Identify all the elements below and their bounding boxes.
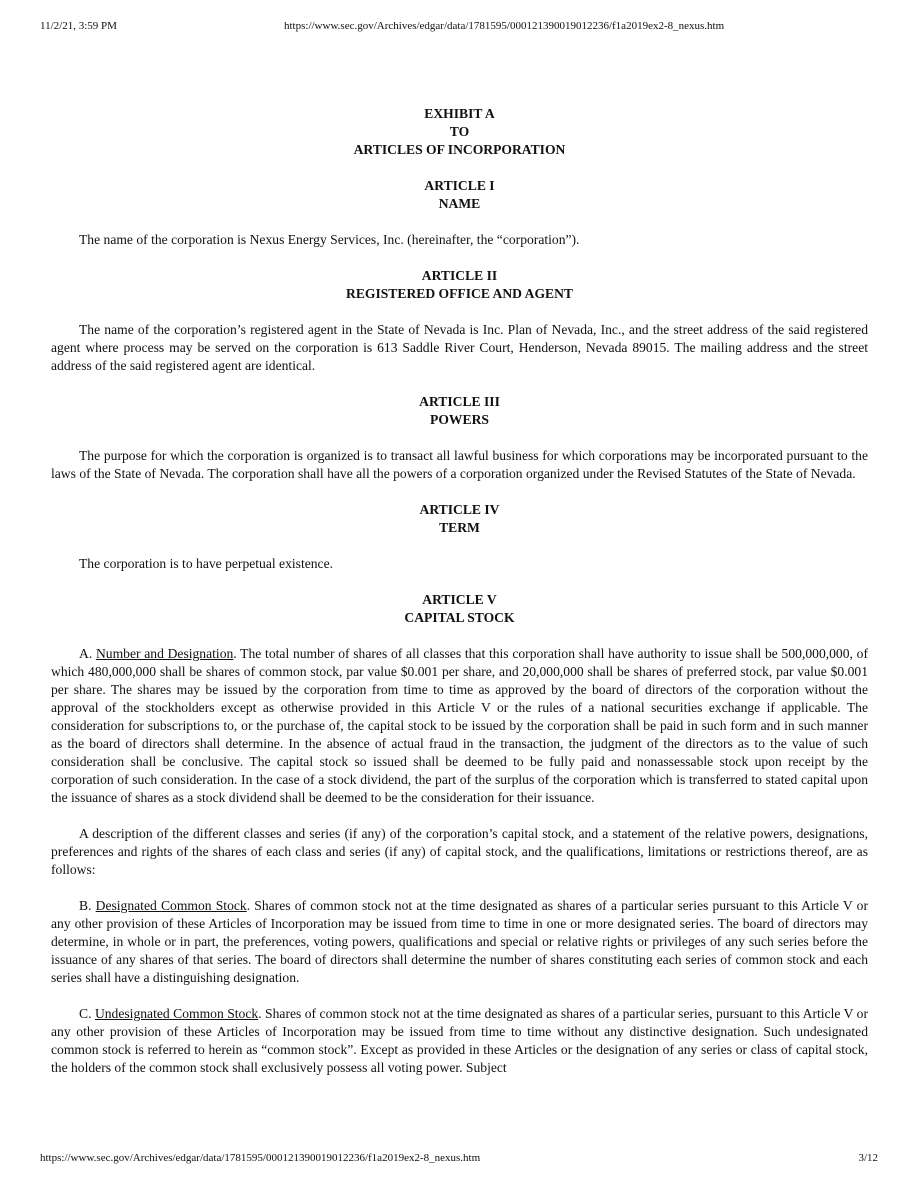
article-3-text: The purpose for which the corporation is organized is to transact all lawful business for which corporations may be incorporated pursuant to the laws of the State of Nevada. The corporation shall have all the powers of a corporation organized under the Revised Statutes of the State of Nevada. [51, 448, 868, 481]
section-b-heading: Designated Common Stock [95, 898, 247, 913]
article-3-number: ARTICLE III [419, 394, 500, 409]
article-4-number: ARTICLE IV [419, 502, 500, 517]
print-header [0, 20, 918, 36]
article-4-heading [51, 501, 868, 537]
document-body [51, 105, 868, 1077]
article-4-title: TERM [439, 520, 480, 535]
article-2-number: ARTICLE II [421, 268, 498, 283]
article-4-text: The corporation is to have perpetual existence. [79, 556, 334, 571]
article-3-title: POWERS [430, 412, 489, 427]
section-c-text: . Shares of common stock not at the time designated as shares of a particular series, pursuant to this Article V or any other provision of these Articles of Incorporation may be issued from time to time without any distinctive designation. Such undesignated common stock is referred to herein as “common stock”. Except as provided in these Articles or the designation of any series or class of capital stock, the holders of the common stock shall exclusively possess all voting power. Subject [51, 1006, 868, 1075]
article-5-number: ARTICLE V [422, 592, 497, 607]
exhibit-to: TO [449, 124, 470, 139]
article-5-title: CAPITAL STOCK [404, 610, 515, 625]
print-header-url: https://www.sec.gov/Archives/edgar/data/1781595/000121390019012236/f1a2019ex2-8_nexus.htm [284, 20, 725, 32]
section-b-prefix: B. [79, 898, 96, 913]
article-1-text: The name of the corporation is Nexus Energy Services, Inc. (hereinafter, the “corporation”). [79, 232, 580, 247]
section-b-text: . Shares of common stock not at the time designated as shares of a particular series pursuant to this Article V or any other provision of these Articles of Incorporation may be issued from time to time in one or more designated series. The board of directors may determine, in whole or in part, the preferences, voting powers, qualifications and special or relative rights or privileges of any such series before the issuance of any shares of that series. The board of directors shall determine the number of shares constituting each series of common stock and each series shall have a distinguishing designation. [51, 898, 868, 985]
classes-description: A description of the different classes and series (if any) of the corporation’s capital stock, and a statement of the relative powers, designations, preferences and rights of the shares of each class and series (if any) of capital stock, and the qualifications, limitations or restrictions thereof, are as follows: [51, 826, 868, 877]
article-1-heading [51, 177, 868, 213]
section-a-heading: Number and Designation [95, 646, 234, 661]
page-number: 3/12 [858, 1152, 878, 1164]
article-2-text: The name of the corporation’s registered agent in the State of Nevada is Inc. Plan of Nevada, Inc., and the street address of the said registered agent where process may be served on the corporation is 613 Saddle River Court, Henderson, Nevada 89015. The mailing address and the street address of the said registered agent are identical. [51, 322, 868, 373]
article-1-title: NAME [438, 196, 481, 211]
print-footer-url: https://www.sec.gov/Archives/edgar/data/1781595/000121390019012236/f1a2019ex2-8_nexus.htm [40, 1152, 481, 1164]
exhibit-title: EXHIBIT A [424, 106, 495, 121]
print-footer [0, 1152, 918, 1168]
article-1-number: ARTICLE I [424, 178, 495, 193]
section-a-prefix: A. [79, 646, 96, 661]
section-c-prefix: C. [79, 1006, 95, 1021]
section-a-paragraph [51, 645, 868, 807]
section-c-heading: Undesignated Common Stock [94, 1006, 259, 1021]
exhibit-subtitle: ARTICLES OF INCORPORATION [353, 142, 566, 157]
section-a-text: . The total number of shares of all classes that this corporation shall have authority to issue shall be 500,000,000, of which 480,000,000 shall be shares of common stock, par value $0.001 per share, and 20,000,000 shall be shares of preferred stock, par value $0.001 per share. The shares may be issued by the corporation from time to time as approved by the board of directors of the corporation without the approval of the stockholders except as otherwise provided in this Article V or the rules of a national securities exchange if applicable. The consideration for subscriptions to, or the purchase of, the capital stock to be issued by the corporation shall be paid in such form and in such manner as the board of directors shall determine. In the absence of actual fraud in the transaction, the judgment of the directors as to the value of such consideration shall be conclusive. The capital stock so issued shall be deemed to be fully paid and nonassessable stock upon receipt by the corporation of such consideration. In the case of a stock dividend, the part of the surplus of the corporation which is transferred to stated capital upon the issuance of shares as a stock dividend shall be deemed to be the consideration for their issuance. [51, 646, 868, 805]
article-2-title: REGISTERED OFFICE AND AGENT [346, 286, 573, 301]
section-b-paragraph [51, 897, 868, 987]
section-c-paragraph [51, 1005, 868, 1077]
print-datetime: 11/2/21, 3:59 PM [40, 20, 117, 32]
article-2-heading [51, 267, 868, 303]
article-3-heading [51, 393, 868, 429]
exhibit-heading [51, 105, 868, 159]
article-5-heading [51, 591, 868, 627]
